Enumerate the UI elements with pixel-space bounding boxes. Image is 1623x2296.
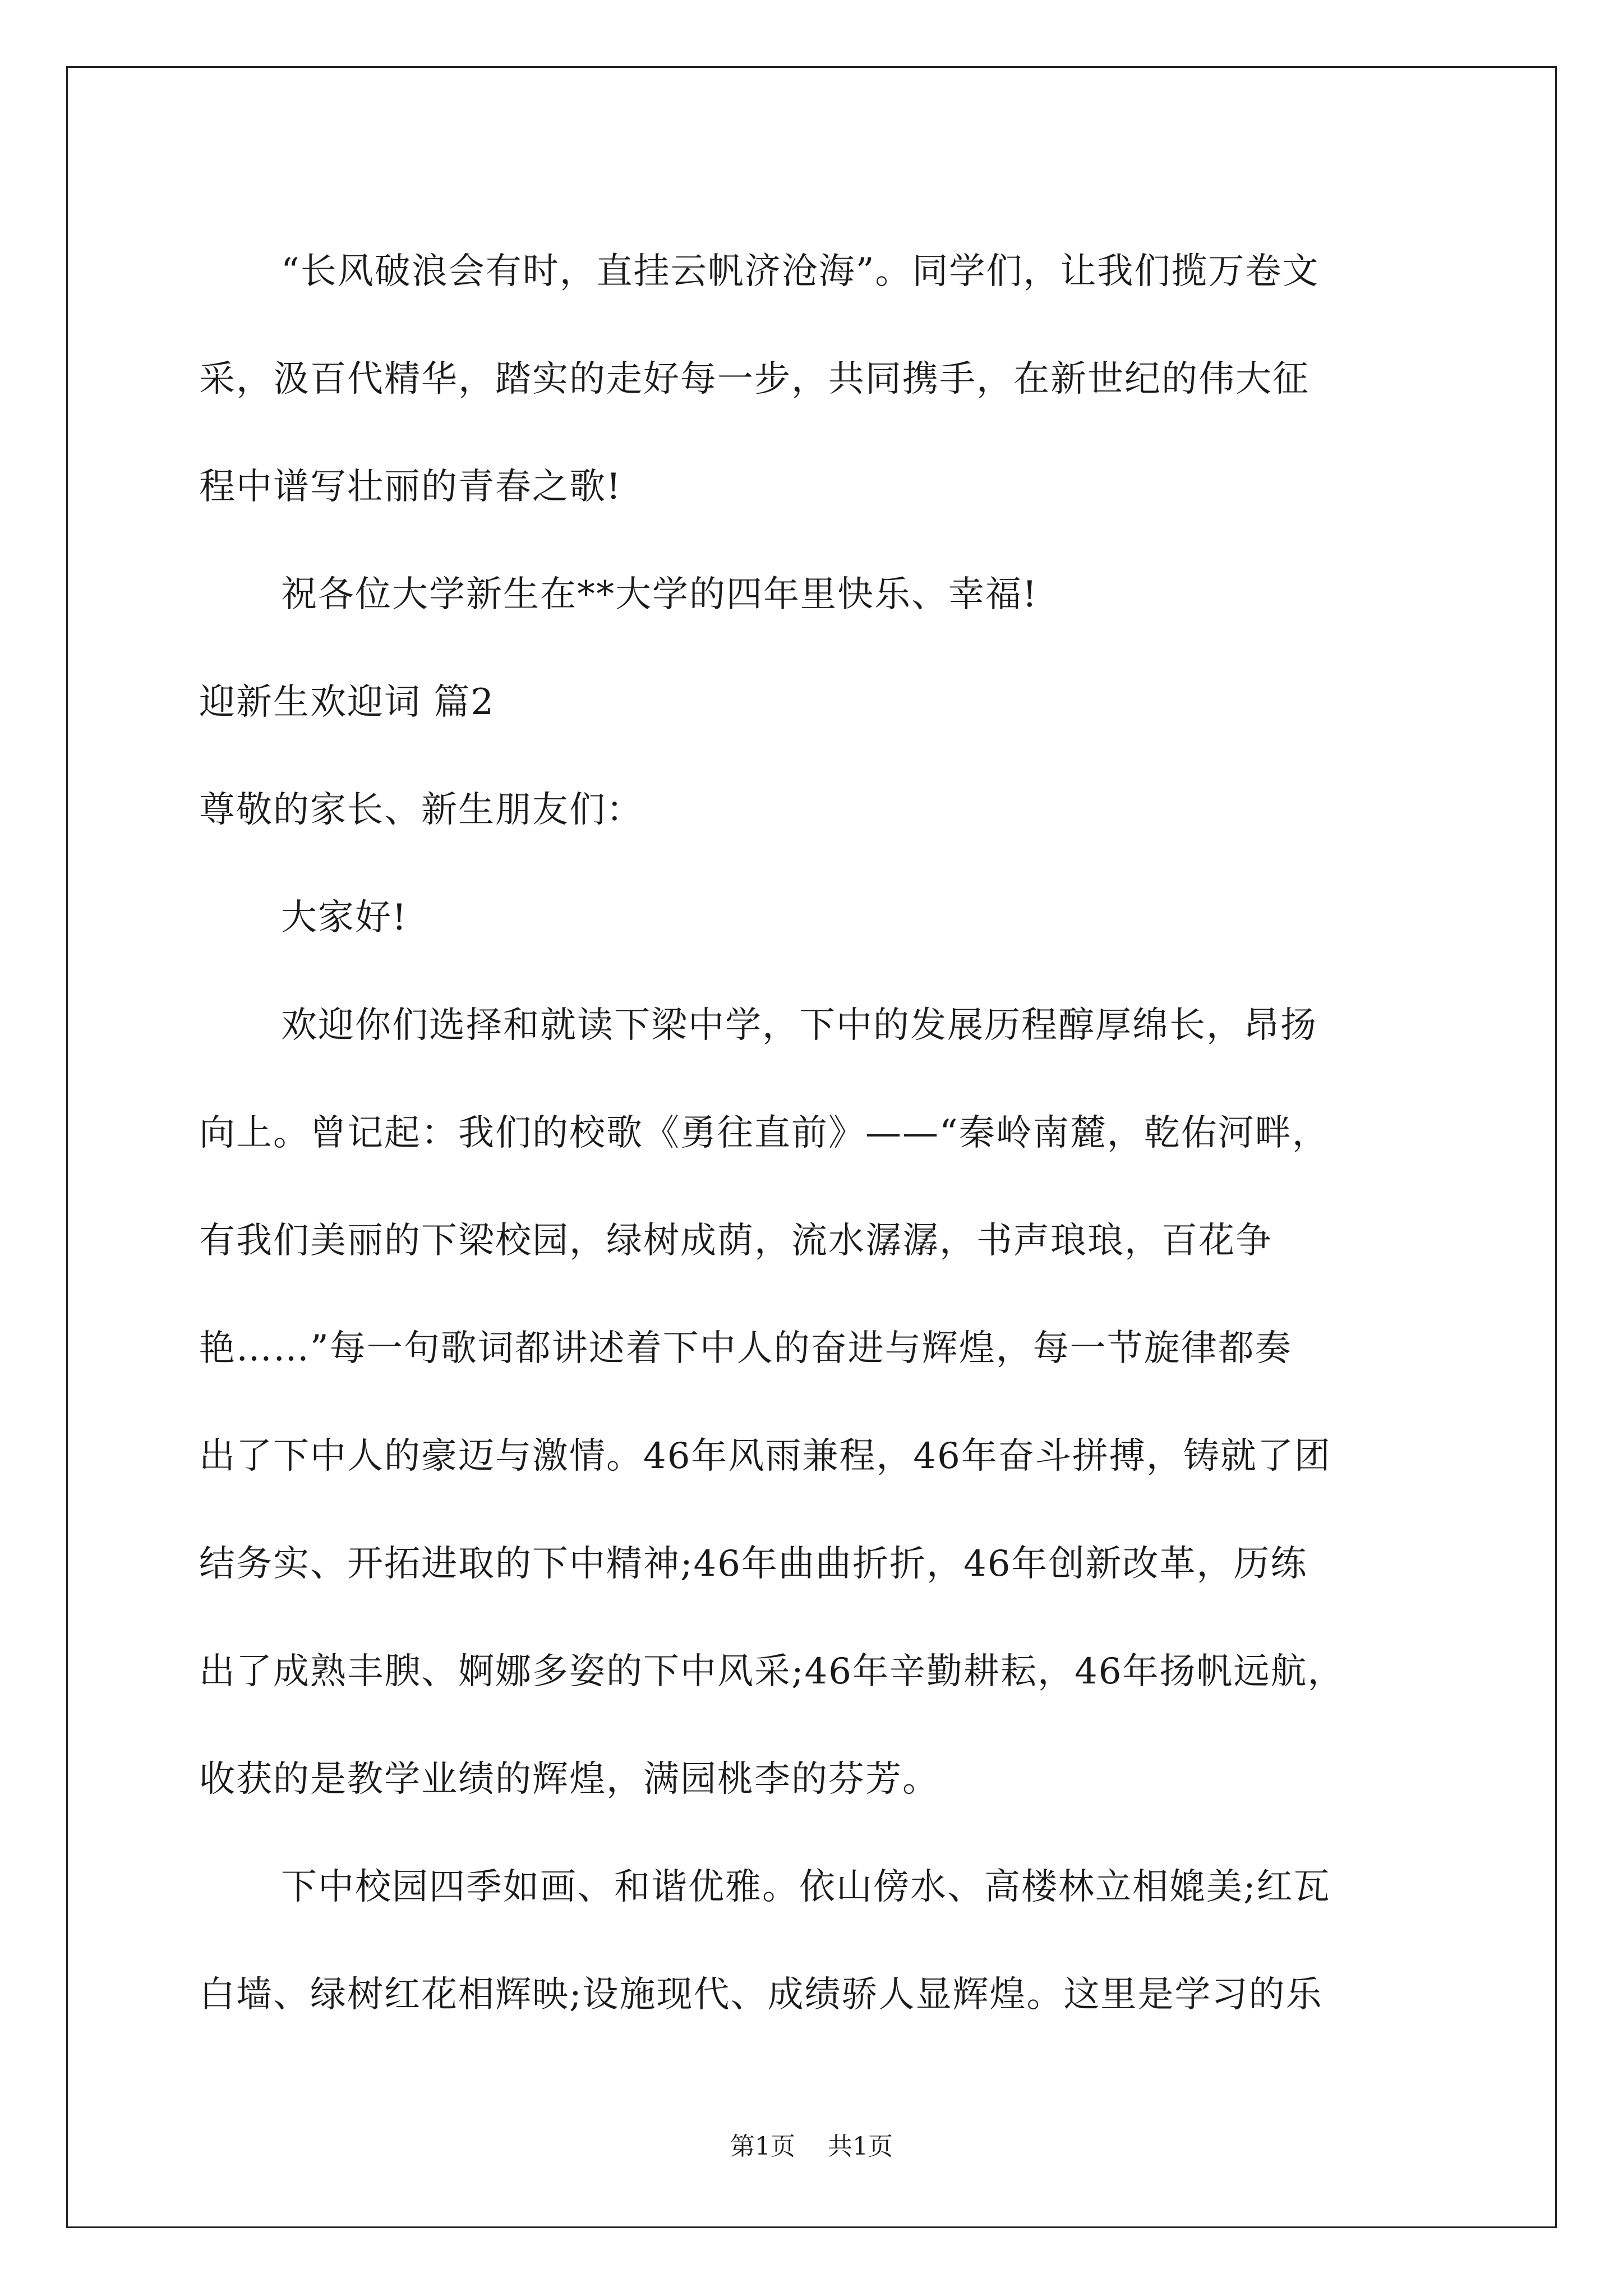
text-line: 有我们美丽的下梁校园，绿树成荫，流水潺潺，书声琅琅，百花争 xyxy=(199,1220,1272,1262)
text-line: “长风破浪会有时，直挂云帆济沧海”。同学们，让我们揽万卷文 xyxy=(281,251,1320,292)
text-line: 收获的是教学业绩的辉煌，满园桃李的芬芳。 xyxy=(199,1759,939,1800)
paragraph xyxy=(199,972,1433,1833)
text-line: 程中谱写壮丽的青春之歌! xyxy=(199,466,622,508)
text-line: 欢迎你们选择和就读下梁中学，下中的发展历程醇厚绵长，昂扬 xyxy=(281,1005,1317,1046)
paragraph xyxy=(199,1833,1433,2049)
paragraph xyxy=(199,864,1433,972)
salutation xyxy=(199,756,1433,864)
text-line: 尊敬的家长、新生朋友们： xyxy=(199,789,643,831)
paragraph xyxy=(199,541,1433,648)
text-line: 向上。曾记起：我们的校歌《勇往直前》——“秦岭南麓，乾佑河畔， xyxy=(199,1112,1329,1154)
text-line: 下中校园四季如画、和谐优雅。依山傍水、高楼林立相媲美;红瓦 xyxy=(281,1866,1331,1908)
text-line: 采，汲百代精华，踏实的走好每一步，共同携手，在新世纪的伟大征 xyxy=(199,358,1310,400)
paragraph xyxy=(199,218,1433,541)
text-line: 大家好! xyxy=(281,897,408,938)
page-number-total: 共1页 xyxy=(828,2132,893,2161)
page-footer xyxy=(0,2126,1623,2162)
document-body xyxy=(199,218,1433,2049)
page-number-current: 第1页 xyxy=(730,2132,795,2161)
text-line: 出了下中人的豪迈与激情。46年风雨兼程，46年奋斗拼搏，铸就了团 xyxy=(199,1435,1331,1477)
text-line: 出了成熟丰腴、婀娜多姿的下中风采;46年辛勤耕耘，46年扬帆远航， xyxy=(199,1651,1345,1692)
section-heading xyxy=(199,648,1433,756)
text-line: 白墙、绿树红花相辉映;设施现代、成绩骄人显辉煌。这里是学习的乐 xyxy=(199,1974,1323,2016)
text-line: 艳……”每一句歌词都讲述着下中人的奋进与辉煌，每一节旋律都奏 xyxy=(199,1328,1292,1369)
text-line: 祝各位大学新生在**大学的四年里快乐、幸福! xyxy=(281,574,1038,615)
text-line: 结务实、开拓进取的下中精神;46年曲曲折折，46年创新改革，历练 xyxy=(199,1543,1308,1585)
text-line: 迎新生欢迎词 篇2 xyxy=(199,682,495,723)
